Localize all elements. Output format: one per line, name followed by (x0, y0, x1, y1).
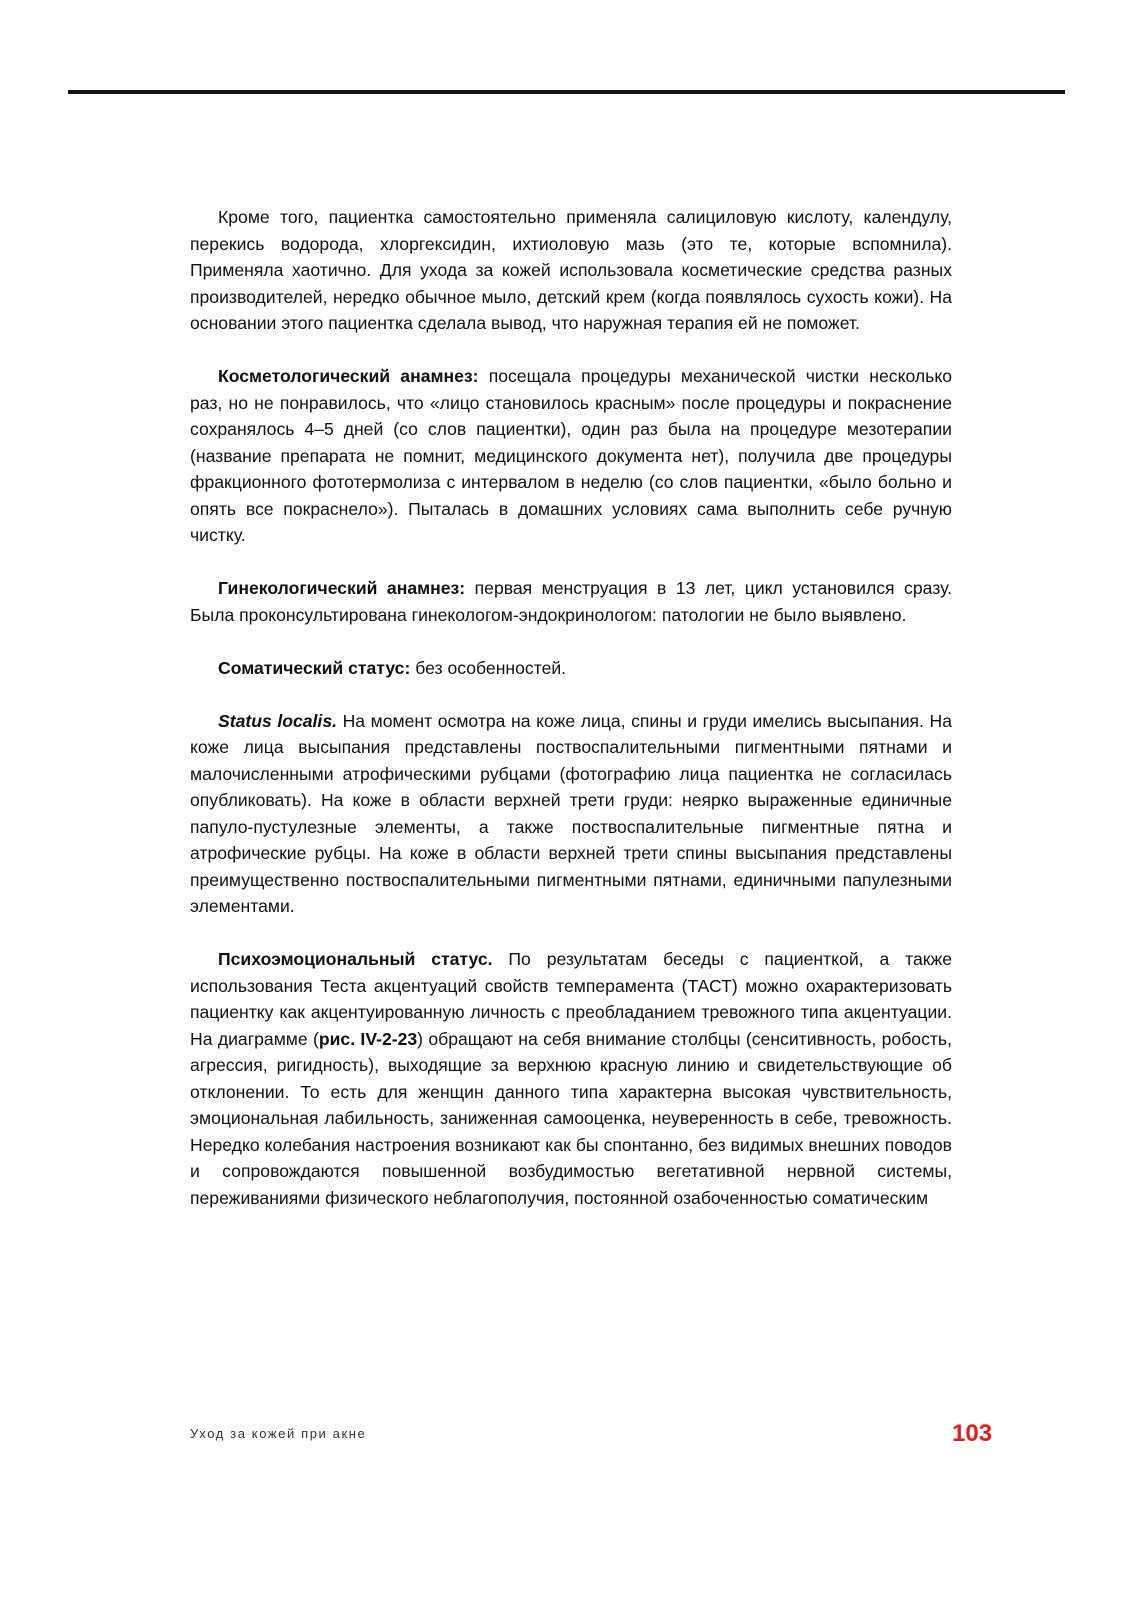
section-label: Психоэмоциональный статус. (218, 949, 493, 969)
running-footer-title: Уход за кожей при акне (190, 1426, 367, 1441)
paragraph-gynecological-history (190, 575, 952, 628)
section-label: Соматический статус: (218, 657, 411, 678)
paragraph-text-continued: ) обращают на себя внимание столбцы (сенситивность, робость, агрессия, ригидность), выходящие за верхнюю красную линию и свидетельствующие об отклонении. То есть для женщин данного типа характерна высокая чувствительность, эмоциональная лабильность, заниженная самооценка, неуверенность в себе, тревожность. Нередко колебания настроения возникают как бы спонтанно, без видимых внешних поводов и сопровождаются повышенной возбудимостью вегетативной нервной системы, переживаниями физического неблагополучия, постоянной озабоченностью соматическим (190, 1028, 952, 1208)
header-rule (68, 90, 1065, 94)
paragraph-somatic-status (190, 655, 952, 682)
paragraph-text: По результатам беседы с пациенткой, а также использования Теста акцентуаций свойств темперамента (ТАСТ) можно охарактеризовать пациентку как акцентуированную личность с преобладанием тревожного типа акцентуации. На диаграмме ( (190, 949, 952, 1049)
section-label: Status localis. (218, 710, 337, 731)
page-body (190, 204, 952, 1211)
page-number: 103 (952, 1420, 993, 1447)
paragraph-cosmetology-history (190, 363, 952, 549)
figure-reference: рис. IV-2-23 (318, 1028, 418, 1049)
paragraph-text: На момент осмотра на коже лица, спины и груди имелись высыпания. На коже лица высыпания представлены поствоспалительными пигментными пятнами и малочисленными атрофическими рубцами (фотографию лица пациентка не согласилась опубликовать). На коже в области верхней трети груди: неярко выраженные единичные папуло-пустулезные элементы, а также поствоспалительные пигментные пятна и атрофические рубцы. На коже в области верхней трети спины высыпания представлены преимущественно поствоспалительными пигментными пятнами, единичными папулезными элементами. (190, 710, 953, 916)
paragraph-topical-treatment (190, 204, 952, 337)
paragraph-text: Кроме того, пациентка самостоятельно применяла салициловую кислоту, календулу, перекись водорода, хлоргексидин, ихтиоловую мазь (это те, которые вспомнила). Применяла хаотично. Для ухода за кожей использовала косметические средства разных производителей, нередко обычное мыло, детский крем (когда появлялось сухость кожи). На основании этого пациентка сделала вывод, что наружная терапия ей не поможет. (190, 207, 952, 333)
paragraph-text: без особенностей. (410, 657, 567, 678)
section-label: Гинекологический анамнез: (218, 578, 466, 598)
paragraph-text: первая менструация в 13 лет, цикл установился сразу. Была проконсультирована гинекологом-эндокринологом: патологии не было выявлено. (190, 578, 952, 625)
paragraph-status-localis (190, 708, 952, 920)
paragraph-text: посещала процедуры механической чистки несколько раз, но не понравилось, что «лицо становилось красным» после процедуры и покраснение сохранялось 4–5 дней (со слов пациентки), один раз была на процедуре мезотерапии (название препарата не помнит, медицинского документа нет), получила две процедуры фракционного фототермолиза с интервалом в неделю (со слов пациентки, «было больно и опять все покраснело»). Пыталась в домашних условиях сама выполнить себе ручную чистку. (190, 366, 952, 545)
paragraph-psychoemotional-status (190, 946, 952, 1211)
section-label: Косметологический анамнез: (218, 366, 479, 386)
